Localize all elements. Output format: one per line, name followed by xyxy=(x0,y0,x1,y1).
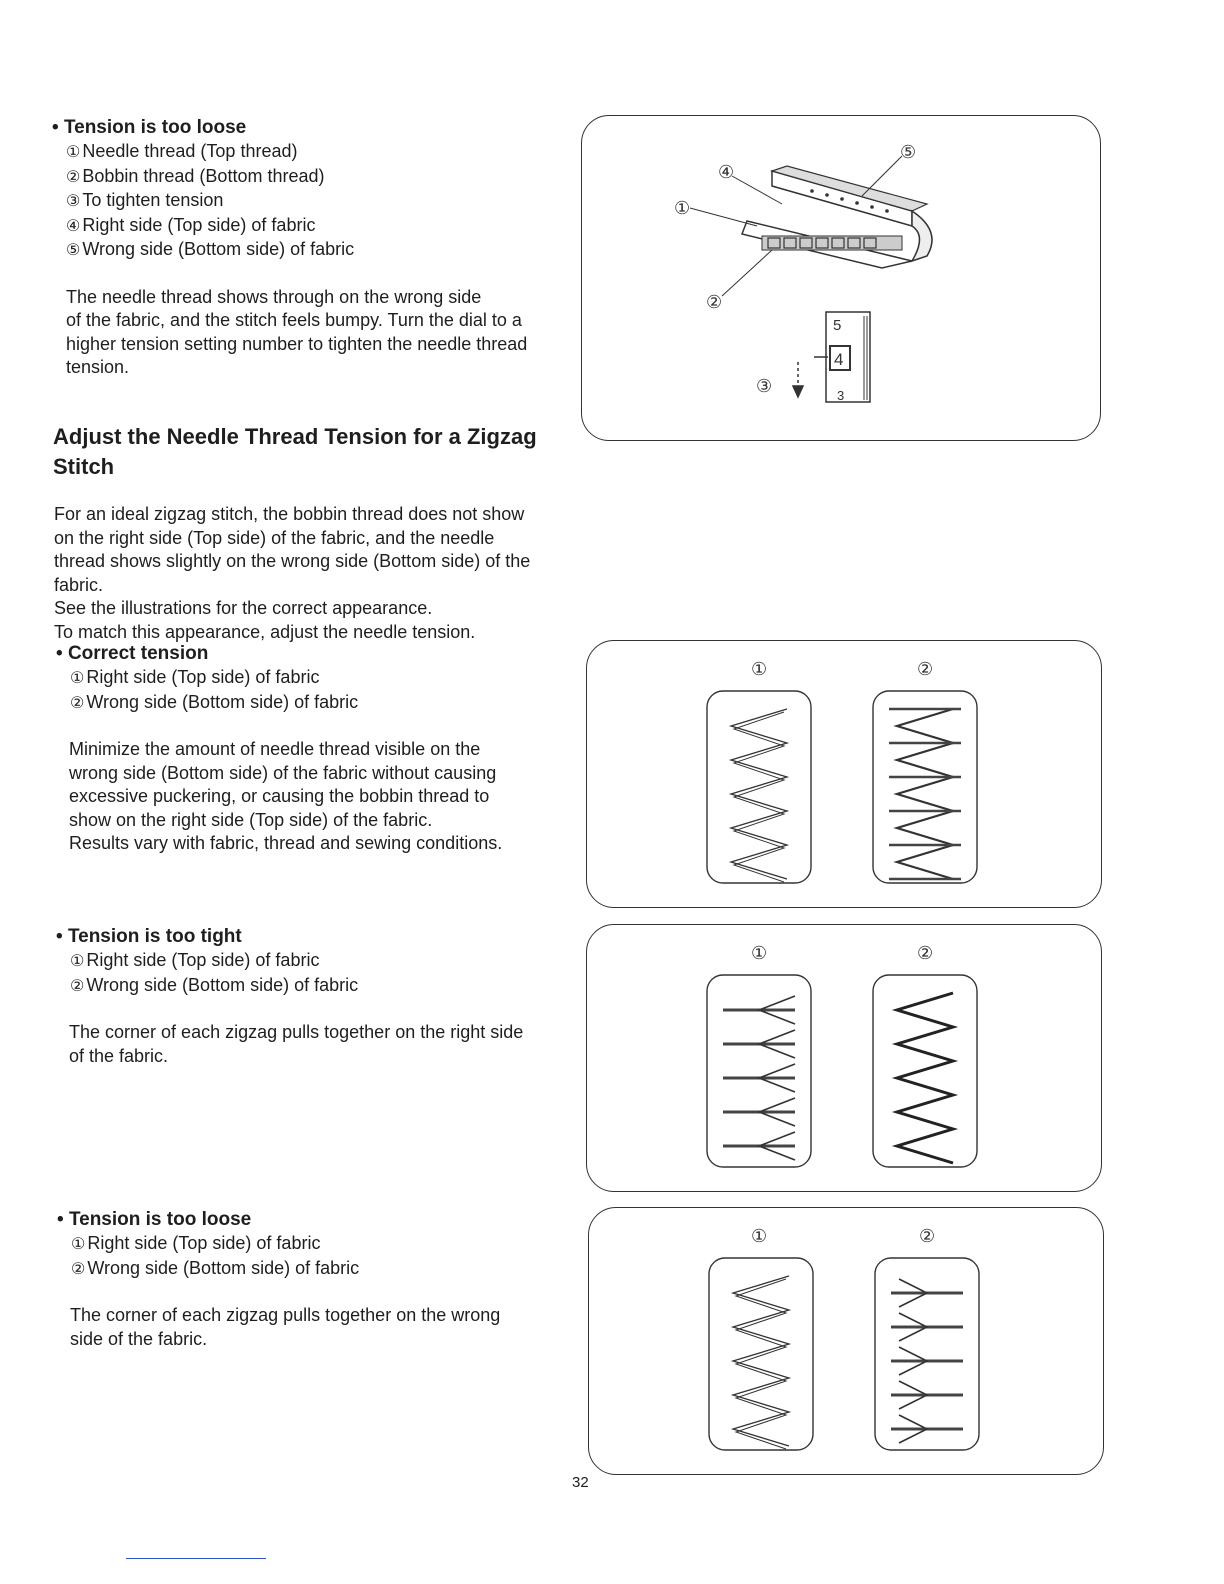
loose1-heading: • Tension is too loose xyxy=(52,117,247,138)
dial-number-3: 3 xyxy=(837,388,845,403)
tension-dial-icon xyxy=(814,312,870,403)
loose2-paragraph: The corner of each zigzag pulls together on the wrong side of the fabric. xyxy=(70,1305,501,1349)
loose2-heading: • Tension is too loose xyxy=(57,1209,252,1230)
list-item: ② Bobbin thread (Bottom thread) xyxy=(66,165,325,186)
swatch-wrong-side xyxy=(873,691,977,883)
panel-tight-tension xyxy=(586,924,1102,1192)
section-heading: Adjust the Needle Thread Tension for a Zigzag Stitch xyxy=(53,424,537,479)
tight-section xyxy=(56,925,576,1068)
dial-number-4: 4 xyxy=(834,350,844,369)
list-item: ① Right side (Top side) of fabric xyxy=(70,667,320,687)
footer-rule xyxy=(126,1558,266,1559)
loose1-section xyxy=(52,116,572,380)
label-4: ④ xyxy=(718,162,735,182)
loose1-paragraph: The needle thread shows through on the wrong side of the fabric, and the stitch feels bumpy. Turn the dial to a higher tension setting number to tighten the needle thread tension. xyxy=(66,286,528,377)
fabric-diagram xyxy=(582,116,1100,440)
swatch-right-side xyxy=(707,691,811,883)
label-1: ① xyxy=(674,198,691,218)
swatch-right-side xyxy=(709,1258,813,1450)
list-item: ④ Right side (Top side) of fabric xyxy=(66,214,316,235)
panel-correct-tension xyxy=(586,640,1102,908)
list-item: ② Wrong side (Bottom side) of fabric xyxy=(70,691,359,712)
page-number: 32 xyxy=(572,1474,589,1491)
swatch-figure xyxy=(587,641,1101,907)
label-5: ⑤ xyxy=(900,142,917,162)
swatch-wrong-side xyxy=(875,1258,979,1450)
correct-paragraph: Minimize the amount of needle thread visible on the wrong side (Bottom side) of the fabric without causing excessive puckering, or causing the bobbin thread to show on the right side (Top side) of the fabric. Results vary with fabric, thread and sewing conditions. xyxy=(69,739,503,853)
swatch-label-2: ② xyxy=(917,659,934,679)
swatch-label-1: ① xyxy=(751,943,768,963)
correct-section xyxy=(56,642,576,856)
label-3: ③ xyxy=(756,376,773,396)
list-item: ⑤ Wrong side (Bottom side) of fabric xyxy=(66,239,355,259)
dial-number-5: 5 xyxy=(833,317,842,334)
fabric-fold xyxy=(912,211,932,261)
panel-loose-tension xyxy=(588,1207,1104,1475)
swatch-label-1: ① xyxy=(751,659,768,679)
label-2: ② xyxy=(706,292,723,312)
list-item: ① Right side (Top side) of fabric xyxy=(70,950,320,970)
swatch-figure xyxy=(589,1208,1103,1474)
swatch-label-2: ② xyxy=(917,943,934,963)
swatch-figure xyxy=(587,925,1101,1191)
tight-paragraph: The corner of each zigzag pulls together on the right side of the fabric. xyxy=(69,1022,524,1066)
tight-heading: • Tension is too tight xyxy=(56,926,242,947)
list-item: ② Wrong side (Bottom side) of fabric xyxy=(70,974,359,995)
list-item: ③ To tighten tension xyxy=(66,190,224,210)
list-item: ① Needle thread (Top thread) xyxy=(66,141,298,161)
correct-heading: • Correct tension xyxy=(56,643,209,664)
arrow-down-icon xyxy=(793,362,803,397)
figure-loose-tension xyxy=(581,115,1101,441)
list-item: ② Wrong side (Bottom side) of fabric xyxy=(71,1257,360,1278)
swatch-label-1: ① xyxy=(751,1226,768,1246)
swatch-label-2: ② xyxy=(919,1226,936,1246)
loose2-section xyxy=(57,1208,577,1351)
section-intro: For an ideal zigzag stitch, the bobbin thread does not show on the right side (Top side) of the fabric, and the needle thread shows slightly on the wrong side (Bottom side) of the fabric. See the illustrations for the correct appearance. To match this appearance, adjust the needle tension. xyxy=(54,504,531,642)
swatch-wrong-side xyxy=(873,975,977,1167)
list-item: ① Right side (Top side) of fabric xyxy=(71,1233,321,1253)
swatch-right-side xyxy=(707,975,811,1167)
